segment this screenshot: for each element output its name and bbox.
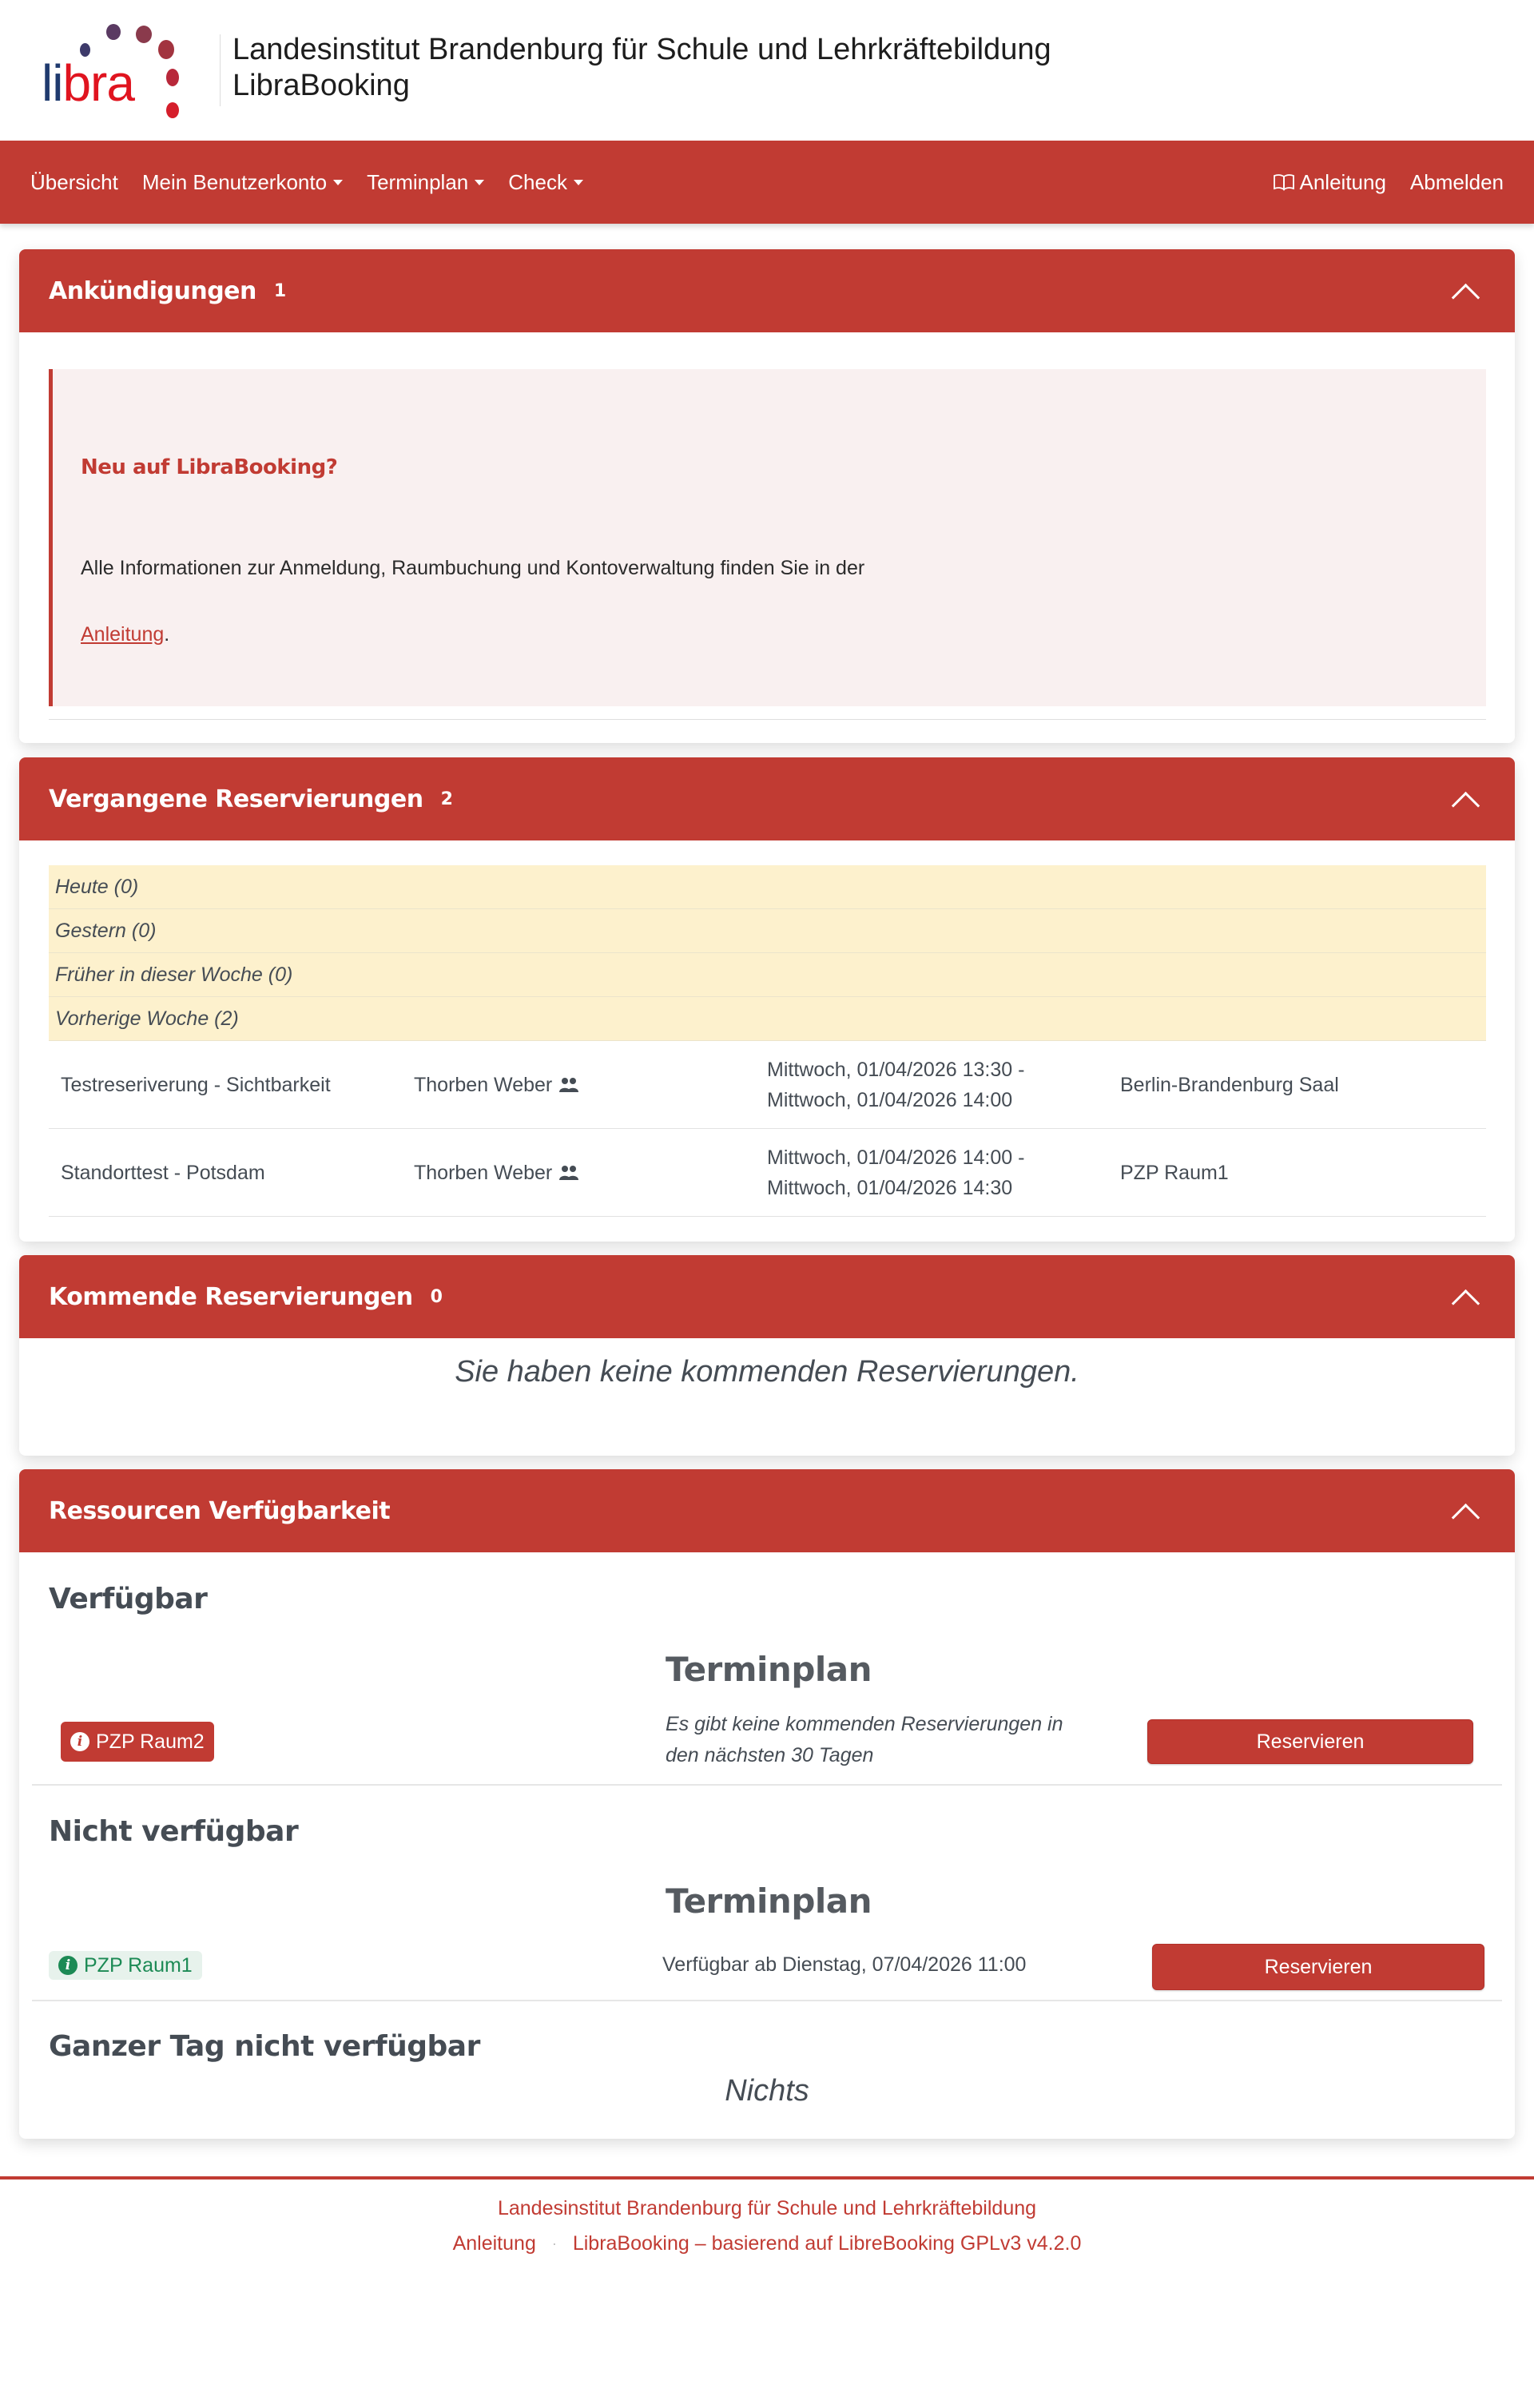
logo-dot [106,24,121,40]
logo-dot [136,26,152,43]
divider [32,2000,1502,2001]
announcement-text: Alle Informationen zur Anmeldung, Raumbuchung und Kontoverwaltung finden Sie in der [81,557,865,579]
count-badge: 2 [440,789,453,809]
announcement-item [49,369,1486,706]
card-title: Vergangene Reservierungen [49,785,423,813]
count-badge: 0 [430,1286,443,1307]
availability-note: Es gibt keine kommenden Reservierungen in den nächsten 30 Tagen [666,1713,1063,1766]
site-title-line2: LibraBooking [232,69,410,102]
site-header [0,0,1534,141]
reserve-button[interactable]: Reservieren [1147,1719,1473,1764]
caret-down-icon [475,180,484,185]
nav-right [1273,141,1504,224]
nav-schedule-dropdown[interactable]: Terminplan [367,170,484,195]
nav-check-dropdown[interactable]: Check [508,170,583,195]
chevron-up-icon[interactable] [1454,281,1475,302]
group-row-yesterday: Gestern (0) [49,909,1486,953]
users-icon [558,1077,579,1093]
header-divider [220,34,221,106]
reservation-owner: Thorben Weber [402,1158,755,1188]
announcements-card [19,249,1515,743]
upcoming-reservations-header[interactable] [19,1255,1515,1338]
nav-my-account-dropdown[interactable]: Mein Benutzerkonto [142,170,343,195]
site-footer [0,2193,1534,2259]
footer-institute: Landesinstitut Brandenburg für Schule und Lehrkräftebildung [497,2197,1037,2219]
reservation-time: Mittwoch, 01/04/2026 14:00 - Mittwoch, 01/04/2026 14:30 [767,1146,1025,1199]
users-icon [558,1165,579,1181]
footer-manual-link[interactable]: Anleitung [452,2232,536,2255]
table-row[interactable] [49,1129,1486,1217]
resource-availability-header[interactable] [19,1469,1515,1552]
nav-logout[interactable]: Abmelden [1409,169,1504,194]
info-icon: i [58,1956,77,1975]
card-title: Ankündigungen [49,276,256,305]
empty-state-message: Sie haben keine kommenden Reservierungen. [455,1355,1079,1389]
footer-links [0,2228,1534,2259]
announcement-link-line: Anleitung. [81,623,170,646]
card-title: Ressourcen Verfügbarkeit [49,1496,391,1525]
divider [49,719,1486,720]
group-row-previous-week: Vorherige Woche (2) [49,997,1486,1041]
all-day-unavailable-heading: Ganzer Tag nicht verfügbar [49,2030,480,2063]
logo-dot [158,40,174,59]
chevron-up-icon[interactable] [1454,789,1475,810]
past-reservations-header[interactable] [19,757,1515,840]
reservation-title: Testreseriverung - Sichtbarkeit [61,1073,331,1096]
chevron-up-icon[interactable] [1454,1501,1475,1522]
reservation-title: Standorttest - Potsdam [61,1161,265,1184]
footer-credit-link[interactable]: LibraBooking – basierend auf LibreBooking GPLv3 v4.2.0 [572,2232,1082,2255]
site-title-line1: Landesinstitut Brandenburg für Schule und Lehrkräftebildung [232,33,1051,66]
resource-badge-pzp-raum1[interactable]: i PZP Raum1 [49,1951,202,1980]
availability-note: Verfügbar ab Dienstag, 07/04/2026 11:00 [662,1953,1027,1976]
divider [32,1784,1502,1786]
reservation-time: Mittwoch, 01/04/2026 13:30 - Mittwoch, 01/04/2026 14:00 [767,1058,1025,1111]
chevron-up-icon[interactable] [1454,1287,1475,1308]
reservation-table [49,1041,1486,1217]
logo-dot [166,102,179,118]
site-title [232,32,1051,104]
nav-manual-link[interactable]: Anleitung [1273,170,1386,195]
past-reservations-card [19,757,1515,1242]
card-title: Kommende Reservierungen [49,1282,413,1311]
time-group-list [49,865,1486,1041]
schedule-heading: Terminplan [666,1881,872,1921]
reservation-owner: Thorben Weber [402,1070,755,1100]
announcements-header[interactable] [19,249,1515,332]
empty-state-message: Nichts [725,2074,809,2108]
nav-left [30,141,583,224]
group-row-today: Heute (0) [49,865,1486,909]
group-row-earlier-this-week: Früher in dieser Woche (0) [49,953,1486,997]
nav-overview[interactable]: Übersicht [30,169,118,194]
manual-link[interactable]: Anleitung [81,623,165,646]
caret-down-icon [574,180,583,185]
schedule-heading: Terminplan [666,1650,872,1689]
reserve-button[interactable]: Reservieren [1152,1944,1484,1990]
available-heading: Verfügbar [49,1583,208,1615]
info-icon: i [70,1732,89,1751]
caret-down-icon [333,180,343,185]
reservation-resource: PZP Raum1 [1120,1161,1229,1184]
resource-availability-card [19,1469,1515,2139]
reservation-resource: Berlin-Brandenburg Saal [1120,1073,1339,1096]
logo-wordmark: libra [42,54,134,112]
table-row[interactable] [49,1041,1486,1129]
logo-dot [166,69,179,86]
footer-separator: · [551,2235,557,2251]
main-navbar [0,141,1534,224]
book-icon [1273,173,1295,191]
announcement-heading: Neu auf LibraBooking? [81,455,338,479]
resource-badge-pzp-raum2[interactable]: i PZP Raum2 [61,1722,214,1762]
upcoming-reservations-card [19,1255,1515,1456]
footer-divider [0,2176,1534,2180]
libra-logo[interactable] [38,21,206,121]
count-badge: 1 [273,280,287,301]
unavailable-heading: Nicht verfügbar [49,1815,299,1848]
